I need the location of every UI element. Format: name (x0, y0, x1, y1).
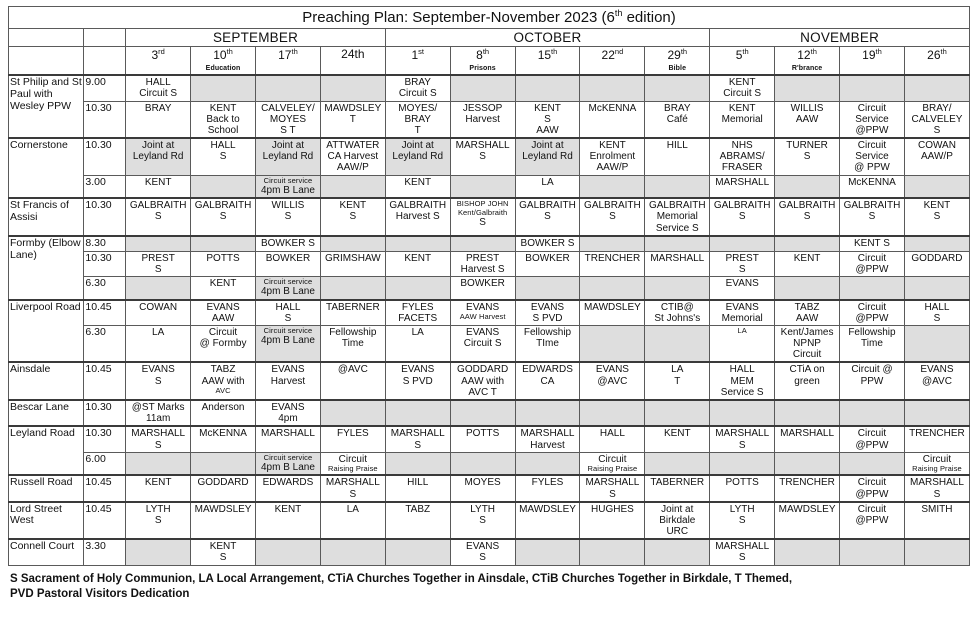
plan-cell: GALBRAITH S (580, 198, 645, 236)
plan-cell: MARSHALL (256, 426, 321, 452)
date-row-time-spacer (84, 46, 126, 75)
plan-cell: GALBRAITH S (191, 198, 256, 236)
plan-cell: CALVELEY/ MOYES S T (256, 101, 321, 138)
month-row-church-spacer (9, 28, 84, 46)
plan-cell: Anderson (191, 400, 256, 426)
month-header-september: SEPTEMBER (126, 28, 386, 46)
plan-cell (775, 539, 840, 565)
plan-cell: Joint at Leyland Rd (126, 138, 191, 175)
table-row (9, 175, 970, 198)
plan-cell: HILL (645, 138, 710, 175)
date-header-9: 5th (710, 46, 775, 75)
service-time-cell: 8.30 (84, 236, 126, 251)
plan-cell: EVANS S (450, 539, 515, 565)
plan-cell: Circuit @PPW (840, 251, 905, 276)
plan-cell: HALL S (256, 300, 321, 326)
table-row (9, 400, 970, 426)
date-header-12: 26th (904, 46, 969, 75)
plan-cell (580, 276, 645, 299)
plan-cell: KENT (775, 251, 840, 276)
plan-cell (645, 325, 710, 362)
plan-cell: MARSHALL S (450, 138, 515, 175)
plan-cell: GALBRAITH S (840, 198, 905, 236)
plan-cell: Fellowship TIme (515, 325, 580, 362)
legend-line-2: PVD Pastoral Visitors Dedication (10, 588, 190, 601)
plan-cell: LYTH S (710, 502, 775, 540)
plan-cell: HALL Circuit S (126, 75, 191, 101)
plan-cell: EVANS S PVD (385, 362, 450, 400)
table-row (9, 198, 970, 236)
plan-cell: FYLES FACETS (385, 300, 450, 326)
date-header-11: 19th (840, 46, 905, 75)
plan-cell (515, 539, 580, 565)
legend-line-1: S Sacrament of Holy Communion, LA Local Arrangement, CTiA Churches Together in Ainsdale, CTiB Churches Together in Birkdale, T Themed, (10, 572, 793, 585)
plan-cell (840, 75, 905, 101)
plan-cell: WILLIS S (256, 198, 321, 236)
plan-cell: MAWDSLEY (515, 502, 580, 540)
plan-cell (645, 276, 710, 299)
plan-cell: JESSOP Harvest (450, 101, 515, 138)
service-time-cell: 6.30 (84, 276, 126, 299)
plan-cell: BOWKER (256, 251, 321, 276)
table-row (9, 426, 970, 452)
plan-cell: CTIB@ St Johns's (645, 300, 710, 326)
church-name-cell: Ainsdale (9, 362, 84, 400)
plan-cell: TURNER S (775, 138, 840, 175)
plan-cell: MAWDSLEY T (320, 101, 385, 138)
plan-cell: EVANS (710, 276, 775, 299)
plan-cell (645, 452, 710, 475)
plan-cell (515, 276, 580, 299)
table-row (9, 539, 970, 565)
plan-cell: WILLIS AAW (775, 101, 840, 138)
plan-cell: KENT (385, 175, 450, 198)
plan-cell (580, 236, 645, 251)
plan-cell (775, 175, 840, 198)
plan-cell: Circuit service 4pm B Lane (256, 452, 321, 475)
plan-cell: BOWKER S (515, 236, 580, 251)
plan-cell: Circuit Service @PPW (840, 101, 905, 138)
church-name-cell: Connell Court (9, 539, 84, 565)
plan-cell: Fellowship Time (320, 325, 385, 362)
plan-cell: Circuit Raising Praise (320, 452, 385, 475)
plan-cell (320, 236, 385, 251)
plan-cell: TRENCHER (580, 251, 645, 276)
plan-cell: Circuit service 4pm B Lane (256, 276, 321, 299)
plan-cell: EVANS Memorial (710, 300, 775, 326)
plan-cell (191, 175, 256, 198)
plan-cell: BRAY (126, 101, 191, 138)
date-header-1: 10th Education (191, 46, 256, 75)
table-row (9, 236, 970, 251)
plan-cell: MARSHALL S (385, 426, 450, 452)
plan-cell (710, 452, 775, 475)
plan-cell: BRAY Circuit S (385, 75, 450, 101)
plan-cell: LA (126, 325, 191, 362)
plan-cell (191, 452, 256, 475)
plan-cell (385, 400, 450, 426)
plan-cell: LA T (645, 362, 710, 400)
plan-cell: HALL S (191, 138, 256, 175)
plan-cell: BOWKER (450, 276, 515, 299)
plan-cell: McKENNA (191, 426, 256, 452)
plan-cell: TABERNER (645, 475, 710, 501)
plan-cell: Circuit @ Formby (191, 325, 256, 362)
plan-cell (450, 236, 515, 251)
plan-cell: COWAN AAW/P (904, 138, 969, 175)
plan-cell (126, 539, 191, 565)
plan-cell (191, 236, 256, 251)
plan-cell: Circuit Service @ PPW (840, 138, 905, 175)
plan-cell (450, 452, 515, 475)
plan-cell: @AVC (320, 362, 385, 400)
plan-cell (320, 400, 385, 426)
plan-cell (904, 539, 969, 565)
plan-cell: CTiA on green (775, 362, 840, 400)
plan-cell: EVANS AAW (191, 300, 256, 326)
plan-cell: TRENCHER (904, 426, 969, 452)
plan-cell: MARSHALL S (320, 475, 385, 501)
plan-cell: KENT (126, 175, 191, 198)
plan-cell (904, 400, 969, 426)
plan-cell: EDWARDS CA (515, 362, 580, 400)
plan-cell: GODDARD (191, 475, 256, 501)
church-name-cell: Lord Street West (9, 502, 84, 540)
plan-cell: PREST S (126, 251, 191, 276)
plan-cell (580, 539, 645, 565)
church-name-cell: St Francis of Assisi (9, 198, 84, 236)
plan-cell: Joint at Leyland Rd (385, 138, 450, 175)
plan-cell: EVANS Circuit S (450, 325, 515, 362)
service-time-cell: 6.00 (84, 452, 126, 475)
plan-cell: FYLES (320, 426, 385, 452)
service-time-cell: 10.45 (84, 475, 126, 501)
plan-cell: MAWDSLEY (775, 502, 840, 540)
church-name-cell: Leyland Road (9, 426, 84, 475)
plan-cell: EVANS S (126, 362, 191, 400)
plan-cell (515, 400, 580, 426)
plan-cell: LA (385, 325, 450, 362)
plan-cell (450, 75, 515, 101)
plan-cell: GALBRAITH S (126, 198, 191, 236)
plan-cell: NHS ABRAMS/ FRASER (710, 138, 775, 175)
plan-cell: HALL MEM Service S (710, 362, 775, 400)
plan-cell (840, 400, 905, 426)
plan-cell (126, 236, 191, 251)
plan-cell: KENT S (840, 236, 905, 251)
plan-cell: EDWARDS (256, 475, 321, 501)
plan-cell: KENT (191, 276, 256, 299)
date-header-4: 1st (385, 46, 450, 75)
plan-cell (775, 276, 840, 299)
plan-cell: KENT Back to School (191, 101, 256, 138)
plan-cell: GALBRAITH S (515, 198, 580, 236)
plan-cell: EVANS AAW Harvest (450, 300, 515, 326)
plan-cell: TRENCHER (775, 475, 840, 501)
plan-cell (320, 539, 385, 565)
plan-cell: Kent/James NPNP Circuit (775, 325, 840, 362)
service-time-cell: 10.30 (84, 101, 126, 138)
plan-cell: MARSHALL S (710, 426, 775, 452)
plan-cell (710, 236, 775, 251)
preaching-plan-table (8, 6, 970, 566)
table-row (9, 75, 970, 101)
plan-cell: KENT (645, 426, 710, 452)
plan-cell: KENT Enrolment AAW/P (580, 138, 645, 175)
plan-cell (710, 400, 775, 426)
plan-cell: MARSHALL S (710, 539, 775, 565)
month-header-october: OCTOBER (385, 28, 709, 46)
plan-cell: HALL (580, 426, 645, 452)
plan-cell (320, 75, 385, 101)
plan-cell: EVANS Harvest (256, 362, 321, 400)
plan-cell (385, 539, 450, 565)
service-time-cell: 10.30 (84, 426, 126, 452)
table-row (9, 138, 970, 175)
plan-cell: KENT (256, 502, 321, 540)
plan-cell: TABZ (385, 502, 450, 540)
plan-cell: BISHOP JOHN Kent/Galbraith S (450, 198, 515, 236)
plan-cell (450, 400, 515, 426)
service-time-cell: 10.30 (84, 198, 126, 236)
plan-cell (775, 400, 840, 426)
plan-cell: GALBRAITH S (775, 198, 840, 236)
plan-cell: KENT Circuit S (710, 75, 775, 101)
plan-cell (256, 539, 321, 565)
date-header-3: 24th (320, 46, 385, 75)
table-row (9, 276, 970, 299)
service-time-cell: 3.30 (84, 539, 126, 565)
service-time-cell: 6.30 (84, 325, 126, 362)
plan-cell: MAWDSLEY (191, 502, 256, 540)
plan-cell: EVANS @AVC (580, 362, 645, 400)
plan-cell (775, 75, 840, 101)
table-row (9, 475, 970, 501)
plan-cell (645, 400, 710, 426)
plan-cell: Circuit @ PPW (840, 362, 905, 400)
date-header-7: 22nd (580, 46, 645, 75)
church-name-cell: St Philip and St Paul with Wesley PPW (9, 75, 84, 138)
plan-cell: Joint at Birkdale URC (645, 502, 710, 540)
plan-cell: MARSHALL S (580, 475, 645, 501)
plan-cell: KENT Memorial (710, 101, 775, 138)
service-time-cell: 10.45 (84, 502, 126, 540)
plan-cell: LYTH S (450, 502, 515, 540)
plan-cell (191, 75, 256, 101)
table-row (9, 502, 970, 540)
plan-cell: McKENNA (580, 101, 645, 138)
plan-cell (580, 400, 645, 426)
plan-cell: GODDARD AAW with AVC T (450, 362, 515, 400)
plan-cell: MARSHALL (710, 175, 775, 198)
plan-cell: PREST S (710, 251, 775, 276)
plan-cell (385, 236, 450, 251)
plan-cell: GALBRAITH Harvest S (385, 198, 450, 236)
plan-cell: MARSHALL (775, 426, 840, 452)
date-header-6: 15th (515, 46, 580, 75)
plan-cell: EVANS S PVD (515, 300, 580, 326)
plan-cell (645, 175, 710, 198)
plan-cell: EVANS 4pm (256, 400, 321, 426)
plan-cell (840, 539, 905, 565)
plan-cell (580, 325, 645, 362)
plan-cell: Circuit Raising Praise (904, 452, 969, 475)
plan-cell: BOWKER (515, 251, 580, 276)
plan-cell: @ST Marks 11am (126, 400, 191, 426)
date-header-8: 29th Bible (645, 46, 710, 75)
plan-cell: BRAY Café (645, 101, 710, 138)
service-time-cell: 3.00 (84, 175, 126, 198)
plan-cell (904, 276, 969, 299)
date-header-2: 17th (256, 46, 321, 75)
plan-cell: HALL S (904, 300, 969, 326)
plan-cell (904, 236, 969, 251)
plan-cell (515, 452, 580, 475)
plan-cell: MAWDSLEY (580, 300, 645, 326)
plan-cell (580, 175, 645, 198)
plan-cell (904, 325, 969, 362)
plan-cell: KENT (126, 475, 191, 501)
service-time-cell: 10.30 (84, 138, 126, 175)
table-row (9, 251, 970, 276)
plan-cell: TABZ AAW (775, 300, 840, 326)
plan-cell: BRAY/ CALVELEY S (904, 101, 969, 138)
plan-cell: MOYES (450, 475, 515, 501)
plan-cell: Circuit Raising Praise (580, 452, 645, 475)
plan-cell: POTTS (191, 251, 256, 276)
plan-cell: LA (710, 325, 775, 362)
church-name-cell: Cornerstone (9, 138, 84, 198)
table-row (9, 362, 970, 400)
plan-cell (645, 236, 710, 251)
plan-cell: POTTS (450, 426, 515, 452)
service-time-cell: 10.30 (84, 251, 126, 276)
plan-cell: GALBRAITH Memorial Service S (645, 198, 710, 236)
plan-cell: POTTS (710, 475, 775, 501)
plan-cell: Circuit @PPW (840, 475, 905, 501)
plan-title: Preaching Plan: September-November 2023 (6th edition) (9, 7, 970, 29)
plan-cell: PREST Harvest S (450, 251, 515, 276)
plan-cell: LA (320, 502, 385, 540)
plan-cell: KENT S (904, 198, 969, 236)
plan-cell: Circuit @PPW (840, 502, 905, 540)
plan-cell (320, 175, 385, 198)
plan-cell (320, 276, 385, 299)
plan-cell (126, 452, 191, 475)
plan-cell (126, 276, 191, 299)
plan-cell: MOYES/ BRAY T (385, 101, 450, 138)
plan-cell: MARSHALL Harvest (515, 426, 580, 452)
date-header-10: 12th R'brance (775, 46, 840, 75)
plan-cell: GODDARD (904, 251, 969, 276)
date-header-5: 8th Prisons (450, 46, 515, 75)
plan-cell (515, 75, 580, 101)
plan-cell (385, 276, 450, 299)
plan-cell: KENT S (320, 198, 385, 236)
plan-cell: EVANS @AVC (904, 362, 969, 400)
plan-cell (775, 236, 840, 251)
plan-cell (840, 276, 905, 299)
plan-cell: Joint at Leyland Rd (515, 138, 580, 175)
table-row (9, 101, 970, 138)
plan-cell (775, 452, 840, 475)
church-name-cell: Formby (Elbow Lane) (9, 236, 84, 300)
plan-cell (645, 75, 710, 101)
plan-cell (645, 539, 710, 565)
plan-cell (256, 75, 321, 101)
plan-cell (904, 75, 969, 101)
plan-cell: FYLES (515, 475, 580, 501)
table-row (9, 325, 970, 362)
plan-cell (385, 452, 450, 475)
plan-cell: LYTH S (126, 502, 191, 540)
service-time-cell: 10.45 (84, 362, 126, 400)
date-header-0: 3rd (126, 46, 191, 75)
church-name-cell: Bescar Lane (9, 400, 84, 426)
church-name-cell: Liverpool Road (9, 300, 84, 363)
plan-cell: COWAN (126, 300, 191, 326)
plan-cell: Circuit service 4pm B Lane (256, 325, 321, 362)
plan-cell: MARSHALL (645, 251, 710, 276)
plan-cell: HILL (385, 475, 450, 501)
plan-cell: TABZ AAW with AVC (191, 362, 256, 400)
plan-cell: LA (515, 175, 580, 198)
plan-cell: McKENNA (840, 175, 905, 198)
plan-cell: Circuit @PPW (840, 426, 905, 452)
plan-cell: MARSHALL S (126, 426, 191, 452)
plan-cell: KENT S AAW (515, 101, 580, 138)
plan-cell: KENT S (191, 539, 256, 565)
service-time-cell: 9.00 (84, 75, 126, 101)
plan-cell: ATTWATER CA Harvest AAW/P (320, 138, 385, 175)
church-name-cell: Russell Road (9, 475, 84, 501)
plan-cell (904, 175, 969, 198)
plan-cell: GRIMSHAW (320, 251, 385, 276)
plan-cell: Fellowship Time (840, 325, 905, 362)
table-row (9, 452, 970, 475)
plan-cell (580, 75, 645, 101)
plan-cell (450, 175, 515, 198)
plan-cell: Circuit service 4pm B Lane (256, 175, 321, 198)
month-row-time-spacer (84, 28, 126, 46)
plan-cell: GALBRAITH S (710, 198, 775, 236)
table-row (9, 300, 970, 326)
plan-cell: KENT (385, 251, 450, 276)
date-row-church-spacer (9, 46, 84, 75)
plan-cell: Circuit @PPW (840, 300, 905, 326)
legend-block (10, 572, 970, 603)
plan-cell: TABERNER (320, 300, 385, 326)
service-time-cell: 10.45 (84, 300, 126, 326)
plan-cell (840, 452, 905, 475)
service-time-cell: 10.30 (84, 400, 126, 426)
plan-cell: HUGHES (580, 502, 645, 540)
month-header-november: NOVEMBER (710, 28, 970, 46)
plan-cell: BOWKER S (256, 236, 321, 251)
plan-cell: SMITH (904, 502, 969, 540)
plan-cell: MARSHALL S (904, 475, 969, 501)
plan-cell: Joint at Leyland Rd (256, 138, 321, 175)
